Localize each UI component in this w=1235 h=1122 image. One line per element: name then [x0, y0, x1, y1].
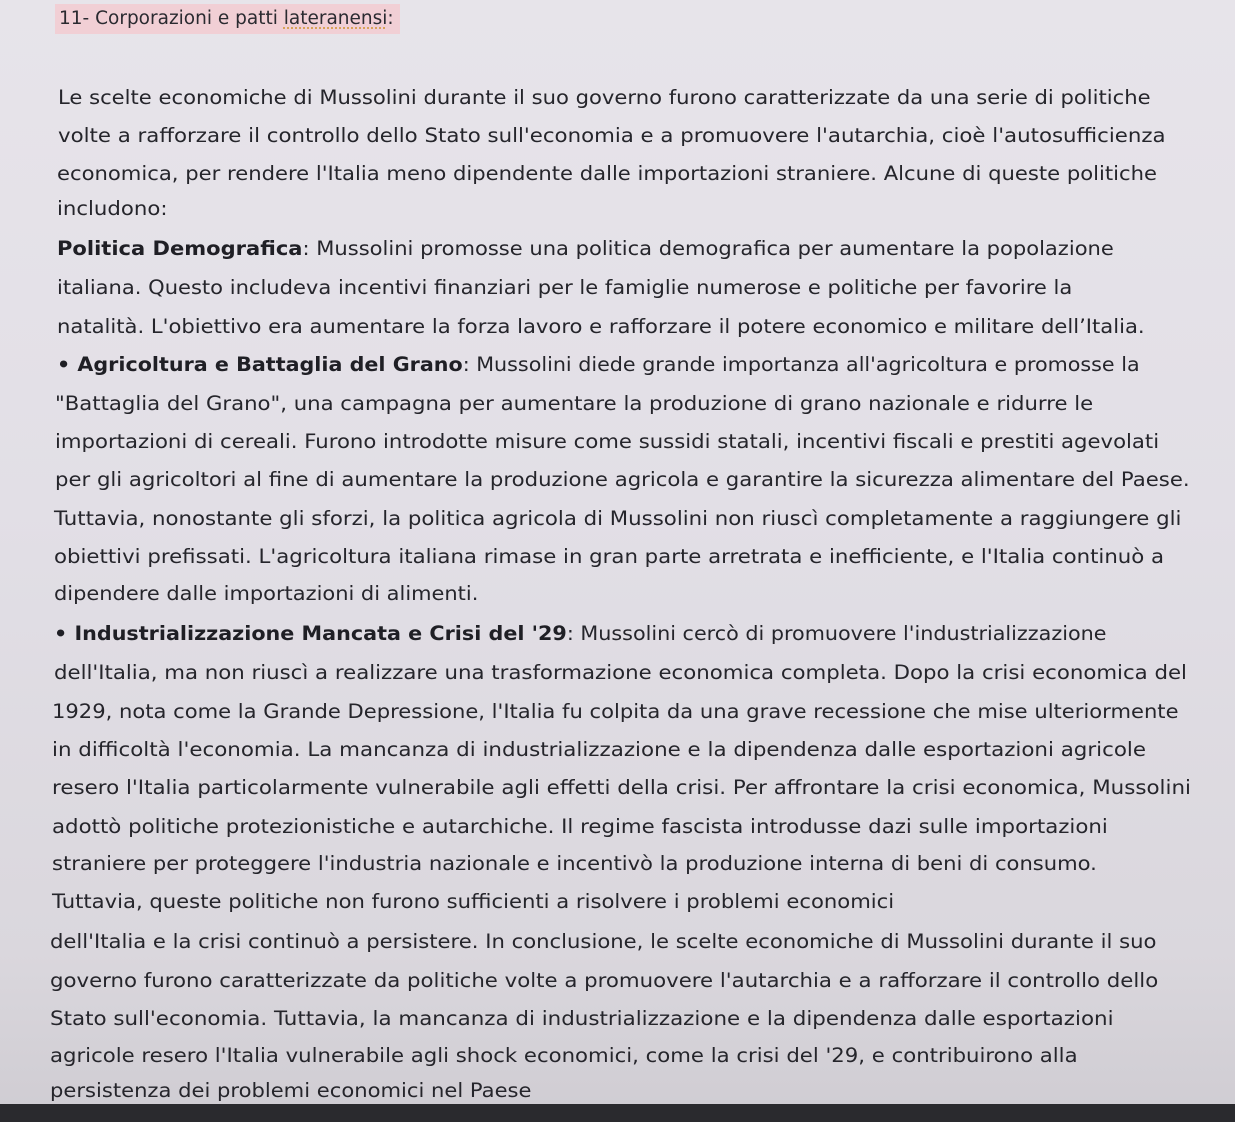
line-text: natalità. L'obiettivo era aumentare la forza lavoro e rafforzare il potere economico e militare dell’Italia. [57, 315, 1145, 338]
text-line [58, 84, 1151, 112]
line-text: Tuttavia, queste politiche non furono sufficienti a risolvere i problemi economici [52, 890, 895, 913]
line-text: obiettivi prefissati. L'agricoltura italiana rimase in gran parte arretrata e inefficiente, e l'Italia continuò a [54, 545, 1165, 568]
text-line [52, 774, 1191, 802]
line-text: Le scelte economiche di Mussolini durante il suo governo furono caratterizzate da una serie di politiche [58, 86, 1151, 109]
line-text: includono: [57, 197, 168, 220]
text-line [58, 122, 1166, 150]
text-line [50, 1042, 1078, 1070]
text-line [54, 659, 1187, 687]
text-line [52, 850, 1097, 878]
text-line [57, 160, 1157, 188]
text-line [54, 543, 1164, 571]
text-line [50, 1077, 531, 1105]
line-text: Stato sull'economia. Tuttavia, la mancanza di industrializzazione e la dipendenza dalle esportazioni [50, 1007, 1114, 1030]
line-text: dipendere dalle importazioni di alimenti. [54, 582, 479, 605]
text-line [52, 813, 1108, 841]
line-text: resero l'Italia particolarmente vulnerabile agli effetti della crisi. Per affrontare la crisi economica, Mussolini [52, 776, 1191, 799]
text-line [57, 274, 1072, 302]
section-title [55, 4, 400, 34]
line-text: Tuttavia, nonostante gli sforzi, la politica agricola di Mussolini non riuscì completamente a raggiungere gli [54, 507, 1182, 530]
line-text: italiana. Questo includeva incentivi finanziari per le famiglie numerose e politiche per favorire la [57, 276, 1073, 299]
line-text: governo furono caratterizzate da politiche volte a promuovere l'autarchia e a rafforzare il controllo dello [50, 969, 1159, 992]
line-text: persistenza dei problemi economici nel Paese [50, 1079, 532, 1102]
line-text: : Mussolini diede grande importanza all'agricoltura e promosse la [462, 353, 1140, 376]
bullet-heading-agricoltura: • Agricoltura e Battaglia del Grano [57, 353, 463, 376]
title-suffix: : [387, 8, 394, 29]
text-line [52, 736, 1146, 764]
text-line [57, 195, 167, 223]
text-line [52, 888, 894, 916]
line-text: per gli agricoltori al fine di aumentare la produzione agricola e garantire la sicurezza alimentare del Paese. [55, 468, 1190, 491]
line-text: "Battaglia del Grano", una campagna per aumentare la produzione di grano nazionale e ridurre le [55, 392, 1094, 415]
line-text: 1929, nota come la Grande Depressione, l'Italia fu colpita da una grave recessione che mise ulteriormente [52, 700, 1179, 723]
line-text: dell'Italia, ma non riuscì a realizzare una trasformazione economica completa. Dopo la crisi economica del [54, 661, 1187, 684]
screen-bezel [0, 1104, 1235, 1122]
bullet-line [54, 620, 1106, 648]
text-line [55, 428, 1159, 456]
line-text: adottò politiche protezionistiche e autarchiche. Il regime fascista introdusse dazi sulle importazioni [52, 815, 1108, 838]
text-line [50, 1005, 1114, 1033]
line-text: importazioni di cereali. Furono introdotte misure come sussidi statali, incentivi fiscali e prestiti agevolati [55, 430, 1160, 453]
line-text: : Mussolini cercò di promuovere l'industrializzazione [566, 622, 1107, 645]
bullet-heading-industrializzazione: • Industrializzazione Mancata e Crisi del '29 [54, 622, 567, 645]
title-underlined-word: lateranensi [283, 8, 388, 29]
line-text: volte a rafforzare il controllo dello Stato sull'economia e a promuovere l'autarchia, cioè l'autosufficienza [58, 124, 1166, 147]
text-line [54, 505, 1181, 533]
bullet-heading-demografica: Politica Demografica [57, 237, 303, 260]
text-line [54, 580, 478, 608]
text-line [57, 313, 1145, 341]
bullet-line [57, 351, 1140, 379]
title-prefix: 11- Corporazioni e patti [59, 8, 284, 29]
text-line [55, 466, 1190, 494]
text-line [50, 928, 1156, 956]
text-line [50, 967, 1158, 995]
line-text: : Mussolini promosse una politica demografica per aumentare la popolazione [302, 237, 1114, 260]
line-text: in difficoltà l'economia. La mancanza di industrializzazione e la dipendenza dalle esportazioni agricole [52, 738, 1147, 761]
line-text: economica, per rendere l'Italia meno dipendente dalle importazioni straniere. Alcune di queste politiche [57, 162, 1158, 185]
line-text: agricole resero l'Italia vulnerabile agli shock economici, come la crisi del '29, e contribuirono alla [50, 1044, 1078, 1067]
text-line [52, 698, 1179, 726]
text-line [55, 390, 1093, 418]
bullet-line [57, 235, 1114, 263]
line-text: straniere per proteggere l'industria nazionale e incentivò la produzione interna di beni di consumo. [52, 852, 1097, 875]
line-text: dell'Italia e la crisi continuò a persistere. In conclusione, le scelte economiche di Mussolini durante il suo [50, 930, 1157, 953]
